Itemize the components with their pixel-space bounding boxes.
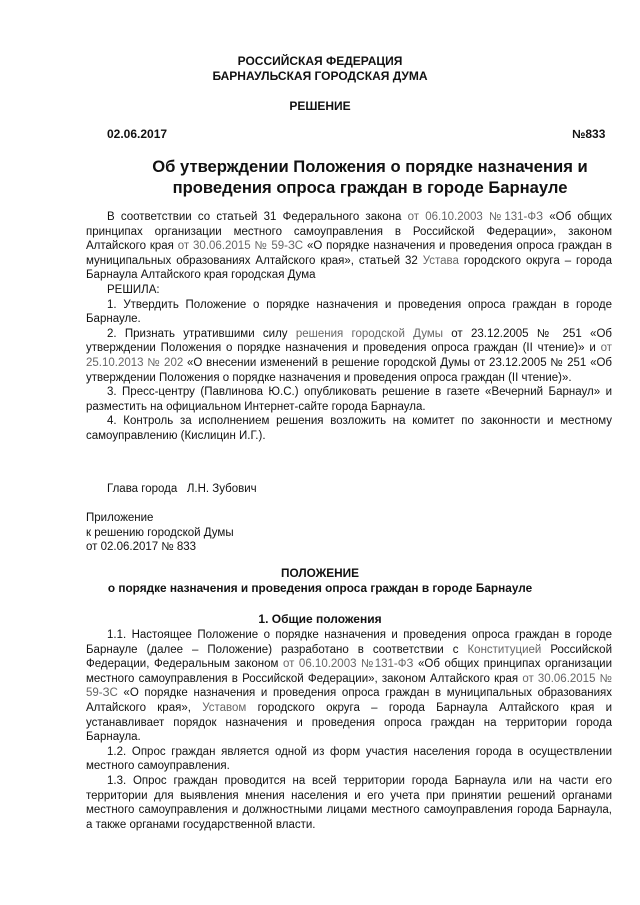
link-regional-law[interactable]: от 30.06.2015 № 59-ЗС bbox=[177, 240, 304, 253]
decision-number: №833 bbox=[572, 127, 606, 141]
decision-body bbox=[86, 210, 612, 444]
regulation-heading bbox=[0, 566, 640, 596]
item-3: 3. Пресс-центру (Павлинова Ю.С.) опубликовать решение в газете «Вечерний Барнаул» и разместить на официальном Интернет-сайте города Барнаула. bbox=[86, 386, 612, 413]
resolved-label: РЕШИЛА: bbox=[107, 283, 160, 296]
link-constitution[interactable]: Конституцией bbox=[467, 643, 542, 656]
item-2: 2. Признать утратившими силу решения городской Думы от 23.12.2005 № 251 «Об утверждении Положения о порядке назначения и проведения опроса граждан (II чтение)» и от 25.10.2013 № 202 «О внесении изменений в решение городской Думы от 23.12.2005 № 251 «Об утверждении Положения о порядке назначения и проведения опроса граждан (II чтение)». bbox=[86, 327, 612, 384]
appendix-note: Приложение к решению городской Думы от 02.06.2017 № 833 bbox=[86, 512, 234, 554]
link-regional-law-2[interactable]: от 30.06.2015 № 59-ЗС bbox=[86, 672, 612, 700]
title-line-2: проведения опроса граждан в городе Барнауле bbox=[172, 178, 568, 197]
duma-heading: БАРНАУЛЬСКАЯ ГОРОДСКАЯ ДУМА bbox=[212, 69, 428, 83]
item-4: 4. Контроль за исполнением решения возложить на комитет по законности и местному самоуправлению (Кислицин И.Г.). bbox=[86, 415, 612, 442]
signature-role: Глава города bbox=[107, 483, 178, 495]
decision-date: 02.06.2017 bbox=[107, 127, 168, 141]
regulation-body bbox=[86, 628, 612, 832]
country-heading: РОССИЙСКАЯ ФЕДЕРАЦИЯ bbox=[237, 54, 403, 68]
signature-block bbox=[107, 483, 257, 495]
clause-1-2: 1.2. Опрос граждан является одной из форм участия населения города в осуществлении местного самоуправления. bbox=[86, 745, 612, 773]
title-line-1: Об утверждении Положения о порядке назначения и bbox=[152, 157, 588, 176]
link-federal-law[interactable]: от 06.10.2003 №131-ФЗ bbox=[407, 211, 544, 223]
document-header bbox=[0, 54, 640, 84]
preamble-paragraph: В соответствии со статьей 31 Федерального закона от 06.10.2003 №131-ФЗ «Об общих принципах организации местного самоуправления в Российской Федерации», законом Алтайского края от 30.06.2015 № 59-ЗС «О порядке назначения и проведения опроса граждан в муниципальных образованиях Алтайского края», статьей 32 Устава городского округа – города Барнаула Алтайского края городская Дума bbox=[86, 211, 613, 282]
document-title bbox=[130, 156, 610, 198]
link-duma-decision[interactable]: решения городской Думы bbox=[295, 327, 443, 340]
regulation-title: ПОЛОЖЕНИЕ bbox=[280, 566, 360, 580]
link-charter-2[interactable]: Уставом bbox=[202, 701, 247, 714]
clause-1-1: 1.1. Настоящее Положение о порядке назначения и проведения опроса граждан в городе Барнауле (далее – Положение) разработано в соответствии с Конституцией Российской Федерации, Федеральным законом от 06.10.2003 №131-ФЗ «Об общих принципах организации местного самоуправления в Российской Федерации», законом Алтайского края от 30.06.2015 № 59-ЗС «О порядке назначения и проведения опроса граждан в муниципальных образованиях Алтайского края», Уставом городского округа – города Барнаула Алтайского края и устанавливает порядок назначения и проведения опроса граждан на территории города Барнаула. bbox=[86, 629, 613, 744]
clause-1-3: 1.3. Опрос граждан проводится на всей территории города Барнаула или на части его территории для выявления мнения населения и его учета при принятии решений органами местного самоуправления и должностными лицами местного самоуправления города Барнаула, а также органами государственной власти. bbox=[86, 774, 612, 831]
link-decision-202[interactable]: от 25.10.2013 № 202 bbox=[86, 342, 612, 369]
section-1-heading: 1. Общие положения bbox=[258, 612, 382, 626]
link-charter[interactable]: Устава bbox=[422, 254, 459, 267]
signature-name: Л.Н. Зубович bbox=[186, 483, 257, 495]
doc-type-heading: РЕШЕНИЕ bbox=[289, 99, 351, 113]
link-federal-law-2[interactable]: от 06.10.2003 №131-ФЗ bbox=[282, 658, 414, 671]
item-1: 1. Утвердить Положение о порядке назначения и проведения опроса граждан в городе Барнауле. bbox=[86, 298, 612, 326]
regulation-subtitle: о порядке назначения и проведения опроса граждан в городе Барнауле bbox=[107, 581, 533, 595]
